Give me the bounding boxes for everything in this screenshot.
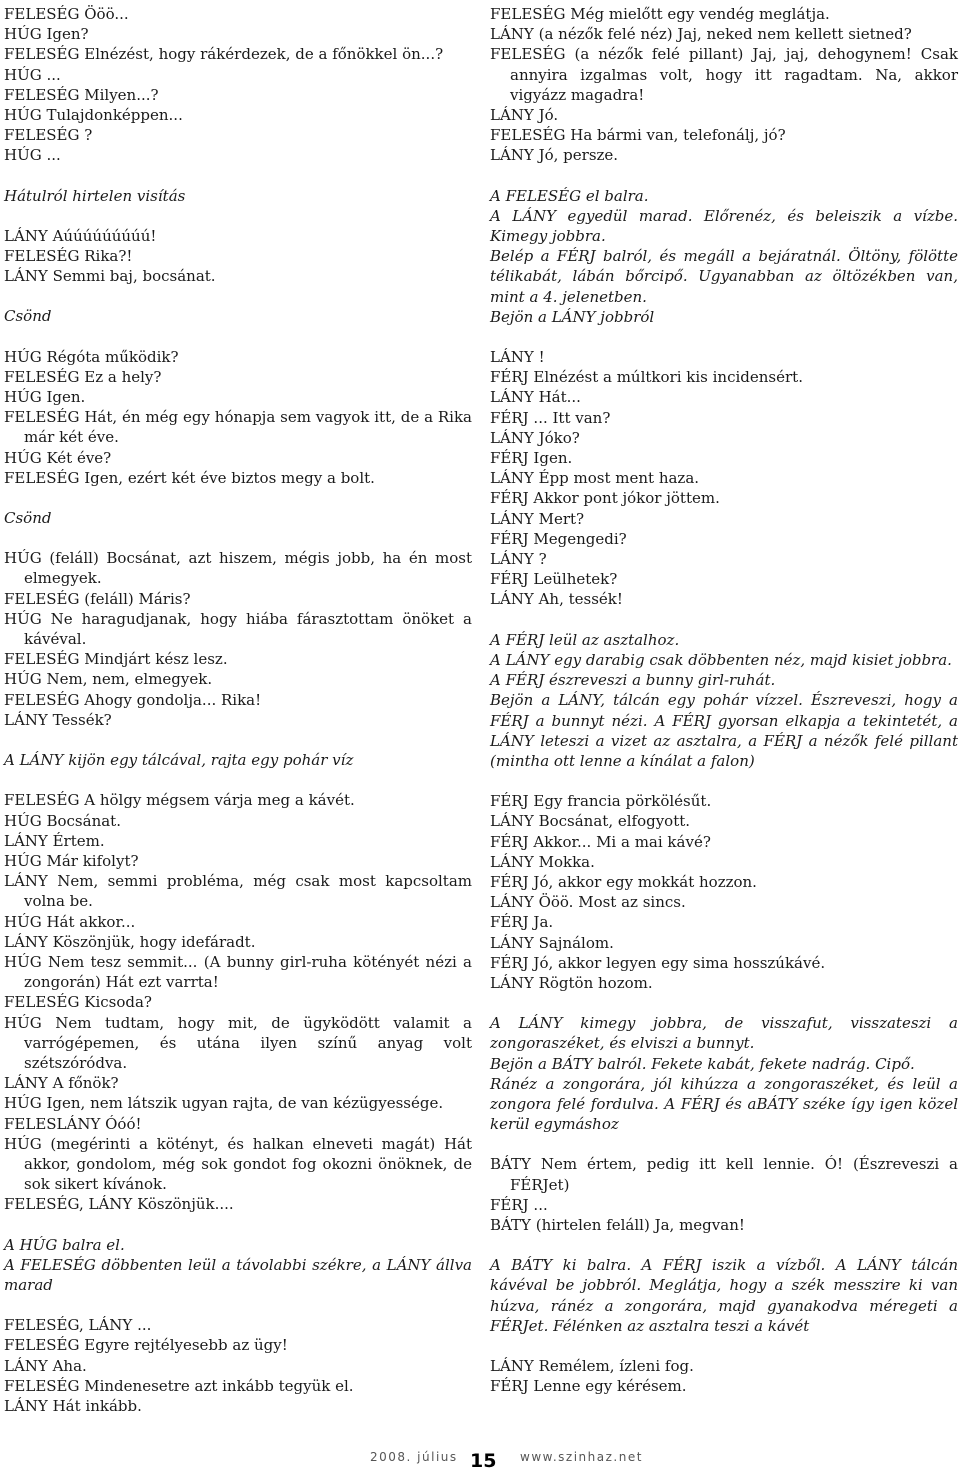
- paragraph-gap: [4, 206, 472, 226]
- dialogue-line: LÁNY Hát...: [490, 388, 581, 407]
- paragraph-gap: [490, 993, 958, 1013]
- dialogue-line: LÁNY !: [490, 348, 545, 367]
- paragraph-gap: [490, 1134, 958, 1154]
- paragraph-gap: [4, 528, 472, 548]
- dialogue-line: LÁNY ?: [490, 550, 547, 569]
- dialogue-line: HÚG Igen, nem látszik ugyan rajta, de van kézügyessége.: [4, 1094, 444, 1113]
- dialogue-line: LÁNY Remélem, ízleni fog.: [490, 1356, 694, 1375]
- dialogue-line: HÚG Nem tesz semmit... (A bunny girl-ruha kötényét nézi a zongorán) Hát ezt varrta!: [4, 952, 472, 992]
- dialogue-line: FÉRJ Ja.: [490, 913, 554, 932]
- dialogue-line: FELESÉG Hát, én még egy hónapja sem vagyok itt, de a Rika már két éve.: [4, 408, 472, 447]
- dialogue-line: FELESÉG Rika?!: [4, 247, 133, 266]
- dialogue-line: FELESLÁNY Óóó!: [4, 1114, 142, 1133]
- stage-direction: A BÁTY ki balra. A FÉRJ iszik a vízből. A LÁNY tálcán kávéval be jobbról. Meglátja, hogy a szék messzire ki van húzva, ránéz a zongorára, majd gyanakodva méregeti a FÉRJet. Félénken az asztalra teszi a kávét: [490, 1256, 958, 1335]
- dialogue-line: FÉRJ Jó, akkor egy mokkát hozzon.: [490, 872, 757, 891]
- dialogue-line: FÉRJ Leülhetek?: [490, 570, 618, 589]
- stage-direction: Ránéz a zongorára, jól kihúzza a zongoraszéket, és leül a zongora felé fordulva. A FÉRJ és aBÁTY széke így igen közel kerül egymáshoz: [490, 1074, 958, 1134]
- dialogue-line: FÉRJ Akkor pont jókor jöttem.: [490, 489, 720, 508]
- stage-direction: Bejön a BÁTY balról. Fekete kabát, fekete nadrág. Cipő.: [490, 1054, 915, 1073]
- paragraph-gap: [4, 1295, 472, 1315]
- dialogue-line: HÚG Két éve?: [4, 448, 112, 467]
- dialogue-line: FELESÉG Még mielőtt egy vendég meglátja.: [490, 5, 830, 23]
- stage-direction: Bejön a LÁNY, tálcán egy pohár vízzel. Észreveszi, hogy a FÉRJ a bunnyt nézi. A FÉRJ gyorsan elkapja a tekintetét, a LÁNY leteszi a vizet az asztalra, a FÉRJ a nézők felé pillant (mintha ott lenne a kínálat a falon): [490, 691, 958, 770]
- dialogue-line: BÁTY (hirtelen feláll) Ja, megvan!: [490, 1215, 745, 1234]
- dialogue-line: FELESÉG Mindjárt kész lesz.: [4, 650, 228, 669]
- dialogue-line: BÁTY Nem értem, pedig itt kell lennie. Ó! (Észreveszi a FÉRJet): [490, 1155, 958, 1194]
- dialogue-line: HÚG Igen?: [4, 25, 89, 44]
- dialogue-line: FÉRJ Megengedi?: [490, 529, 627, 548]
- dialogue-line: FELESÉG Elnézést, hogy rákérdezek, de a főnökkel ön...?: [4, 45, 444, 64]
- dialogue-line: LÁNY A főnök?: [4, 1074, 119, 1093]
- page-number: 15: [470, 1450, 497, 1472]
- paragraph-gap: [490, 771, 958, 791]
- footer-website: www.szinhaz.net: [520, 1450, 643, 1464]
- dialogue-line: FELESÉG Igen, ezért két éve biztos megy a bolt.: [4, 468, 375, 487]
- paragraph-gap: [490, 610, 958, 630]
- stage-direction: Csönd: [4, 307, 52, 326]
- dialogue-line: FÉRJ Jó, akkor legyen egy sima hosszúkávé.: [490, 953, 826, 972]
- dialogue-line: FELESÉG Kicsoda?: [4, 993, 152, 1012]
- dialogue-line: LÁNY Aúúúúúúúúú!: [4, 226, 157, 245]
- dialogue-line: HÚG Bocsánat.: [4, 811, 121, 830]
- dialogue-line: FÉRJ Akkor... Mi a mai kávé?: [490, 832, 711, 851]
- dialogue-line: LÁNY Aha.: [4, 1356, 87, 1375]
- dialogue-line: LÁNY Rögtön hozom.: [490, 973, 653, 992]
- dialogue-line: LÁNY Jó, persze.: [490, 146, 619, 165]
- dialogue-line: LÁNY Sajnálom.: [490, 933, 614, 952]
- paragraph-gap: [4, 166, 472, 186]
- stage-direction: A FELESÉG el balra.: [490, 186, 649, 205]
- dialogue-line: LÁNY Köszönjük, hogy idefáradt.: [4, 932, 256, 951]
- dialogue-line: LÁNY Mokka.: [490, 852, 595, 871]
- stage-direction: Hátulról hirtelen visítás: [4, 186, 186, 205]
- dialogue-line: LÁNY Tessék?: [4, 710, 112, 729]
- paragraph-gap: [490, 166, 958, 186]
- dialogue-line: LÁNY Semmi baj, bocsánat.: [4, 267, 216, 286]
- footer-date: 2008. július: [370, 1450, 458, 1464]
- dialogue-line: FELESÉG A hölgy mégsem várja meg a kávét.: [4, 791, 355, 810]
- stage-direction: A LÁNY kimegy jobbra, de visszafut, visszateszi a zongoraszéket, és elviszi a bunnyt.: [490, 1014, 958, 1053]
- dialogue-line: FÉRJ Elnézést a múltkori kis incidensért.: [490, 368, 803, 387]
- dialogue-line: FÉRJ Lenne egy kérésem.: [490, 1377, 687, 1396]
- dialogue-line: LÁNY Jóko?: [490, 428, 580, 447]
- dialogue-line: LÁNY Jó.: [490, 106, 559, 125]
- dialogue-line: FELESÉG Ööö...: [4, 5, 129, 23]
- dialogue-line: HÚG Nem tudtam, hogy mit, de ügyködött valamit a varrógépemen, és utána ilyen színű anyag volt szétszóródva.: [4, 1013, 472, 1072]
- dialogue-line: FELESÉG (a nézők felé pillant) Jaj, jaj, dehogynem! Csak annyira izgalmas volt, hogy itt ragadtam. Na, akkor vigyázz magadra!: [490, 45, 958, 104]
- dialogue-line: LÁNY Hát inkább.: [4, 1396, 142, 1415]
- dialogue-line: HÚG Nem, nem, elmegyek.: [4, 670, 213, 689]
- paragraph-gap: [4, 488, 472, 508]
- dialogue-line: FELESÉG (feláll) Máris?: [4, 589, 191, 608]
- paragraph-gap: [4, 770, 472, 790]
- paragraph-gap: [4, 730, 472, 750]
- dialogue-line: FÉRJ ... Itt van?: [490, 408, 611, 427]
- dialogue-line: HÚG Már kifolyt?: [4, 851, 139, 870]
- page-footer: [370, 1450, 730, 1470]
- stage-direction: Csönd: [4, 509, 52, 528]
- dialogue-line: HÚG Hát akkor...: [4, 912, 136, 931]
- dialogue-line: LÁNY Bocsánat, elfogyott.: [490, 812, 691, 831]
- dialogue-line: FELESÉG Ez a hely?: [4, 367, 162, 386]
- dialogue-line: FÉRJ ...: [490, 1195, 548, 1214]
- dialogue-line: FELESÉG Milyen...?: [4, 85, 159, 104]
- stage-direction: A FÉRJ észreveszi a bunny girl-ruhát.: [490, 671, 776, 690]
- dialogue-line: HÚG Igen.: [4, 388, 86, 407]
- paragraph-gap: [490, 1336, 958, 1356]
- dialogue-line: HÚG Ne haragudjanak, hogy hiába fárasztottam önöket a kávéval.: [4, 609, 472, 649]
- dialogue-line: LÁNY Épp most ment haza.: [490, 469, 700, 488]
- dialogue-line: LÁNY (a nézők felé néz) Jaj, neked nem kellett sietned?: [490, 25, 912, 44]
- stage-direction: Bejön a LÁNY jobbról: [490, 307, 655, 326]
- dialogue-line: FELESÉG ?: [4, 126, 93, 145]
- dialogue-line: LÁNY Mert?: [490, 509, 585, 528]
- dialogue-line: HÚG ...: [4, 146, 61, 165]
- right-column: [490, 4, 958, 1396]
- dialogue-line: HÚG ...: [4, 65, 61, 84]
- dialogue-line: FÉRJ Igen.: [490, 449, 573, 468]
- paragraph-gap: [4, 286, 472, 306]
- dialogue-line: FELESÉG Mindenesetre azt inkább tegyük el.: [4, 1376, 354, 1395]
- stage-direction: A HÚG balra el.: [4, 1235, 125, 1254]
- paragraph-gap: [4, 1215, 472, 1235]
- dialogue-line: HÚG Tulajdonképpen...: [4, 106, 183, 125]
- dialogue-line: FELESÉG, LÁNY ...: [4, 1316, 152, 1335]
- stage-direction: A LÁNY egyedül marad. Előrenéz, és beleiszik a vízbe. Kimegy jobbra.: [490, 206, 958, 246]
- dialogue-line: LÁNY Nem, semmi probléma, még csak most kapcsoltam volna be.: [4, 872, 472, 911]
- dialogue-line: FELESÉG Egyre rejtélyesebb az ügy!: [4, 1336, 288, 1355]
- stage-direction: A LÁNY egy darabig csak döbbenten néz, majd kisiet jobbra.: [490, 650, 952, 669]
- dialogue-line: FELESÉG Ahogy gondolja... Rika!: [4, 690, 262, 709]
- dialogue-line: LÁNY Értem.: [4, 831, 105, 850]
- paragraph-gap: [4, 327, 472, 347]
- dialogue-line: LÁNY Ööö. Most az sincs.: [490, 893, 686, 912]
- paragraph-gap: [490, 1235, 958, 1255]
- stage-direction: A FELESÉG döbbenten leül a távolabbi székre, a LÁNY állva marad: [4, 1255, 472, 1294]
- stage-direction: A LÁNY kijön egy tálcával, rajta egy pohár víz: [4, 751, 354, 770]
- stage-direction: A FÉRJ leül az asztalhoz.: [490, 630, 680, 649]
- left-column: [4, 4, 472, 1416]
- dialogue-line: FELESÉG, LÁNY Köszönjük....: [4, 1195, 234, 1214]
- dialogue-line: HÚG Régóta működik?: [4, 347, 179, 366]
- stage-direction: Belép a FÉRJ balról, és megáll a bejáratnál. Öltöny, fölötte télikabát, lábán bőrcipő. Ugyanabban az öltözékben van, mint a 4. jelenetben.: [490, 247, 958, 306]
- dialogue-line: HÚG (megérinti a kötényt, és halkan elneveti magát) Hát akkor, gondolom, még sok gondot fog okozni önöknek, de sok sikert kívánok.: [4, 1134, 472, 1194]
- paragraph-gap: [490, 327, 958, 347]
- dialogue-line: FELESÉG Ha bármi van, telefonálj, jó?: [490, 126, 786, 145]
- dialogue-line: FÉRJ Egy francia pörkölésűt.: [490, 792, 712, 811]
- dialogue-line: HÚG (feláll) Bocsánat, azt hiszem, mégis jobb, ha én most elmegyek.: [4, 549, 472, 588]
- dialogue-line: LÁNY Ah, tessék!: [490, 590, 623, 609]
